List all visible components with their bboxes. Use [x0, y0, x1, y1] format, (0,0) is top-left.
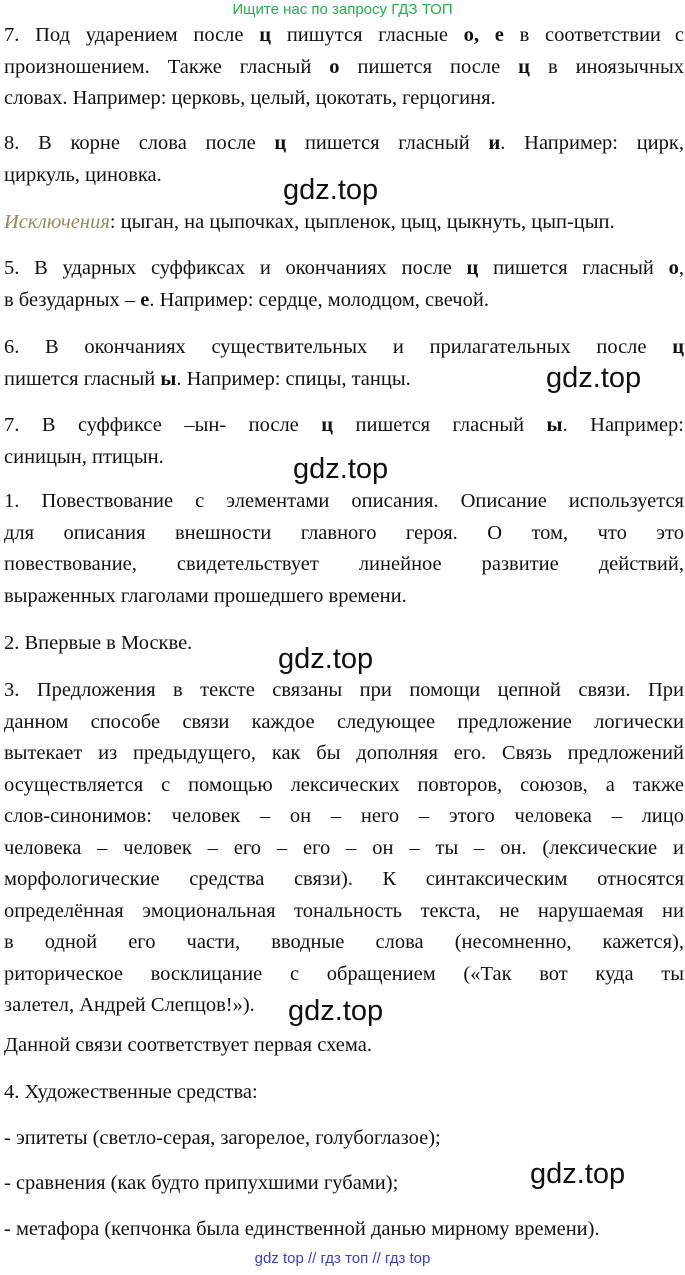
text: 6. В окончаниях существительных и прилагательных после	[4, 336, 673, 358]
text-line: риторическое восклицание с обращением («Так вот куда ты	[4, 962, 684, 985]
paragraph-answer-1	[4, 486, 684, 612]
text-line: 4. Художественные средства:	[4, 1081, 258, 1103]
top-banner[interactable]: Ищите нас по запросу ГДЗ ТОП	[232, 1, 453, 18]
text-line: выраженных глаголами прошедшего времени.	[4, 584, 407, 607]
text: 5. В ударных суффиксах и окончаниях после	[4, 257, 467, 279]
text-line: залетел, Андрей Слепцов!»).	[4, 994, 255, 1016]
bold-letter: ц	[518, 55, 530, 78]
list-item: - сравнения (как будто припухшими губами);	[4, 1172, 399, 1194]
watermark: gdz.top	[278, 643, 374, 675]
text-line: словах. Например: церковь, целый, цокотать, герцогиня.	[4, 87, 496, 109]
text: пишутся гласные	[271, 24, 464, 46]
text: 7. Под ударением после	[4, 24, 260, 46]
text-line: 2. Впервые в Москве.	[4, 632, 193, 654]
text-line: 3. Предложения в тексте связаны при помощи цепной связи. При	[4, 679, 684, 701]
list-item: - эпитеты (светло-серая, загорелое, голубоглазое);	[4, 1126, 441, 1149]
text: пишется гласный	[286, 132, 489, 154]
bold-letter: е	[140, 288, 150, 311]
bold-letter: о	[668, 257, 679, 279]
bold-letter: ц	[321, 414, 334, 436]
text-line: повествование, свидетельствует линейное развитие действий,	[4, 553, 684, 575]
paragraph-answer-3	[4, 675, 684, 1022]
bottom-banner[interactable]: gdz top // гдз топ // гдз top	[254, 1250, 431, 1267]
text: в безударных –	[4, 288, 141, 311]
text: 8. В корне слова после	[4, 132, 275, 154]
bold-letter: ы	[546, 414, 563, 436]
list-item: - метафора (кепчонка была единственной данью мирному времени).	[4, 1217, 600, 1240]
text-line: 1. Повествование с элементами описания. Описание используется	[4, 490, 684, 512]
text: . Например: цирк,	[500, 132, 684, 154]
paragraph-rule-7-stressed: 7. Под ударением после ц пишутся гласные о, е в соответствии с произношением. Также гласный о пишется после ц в иноязычных словах. Например: церковь, целый, цокотать, герцогиня.	[4, 20, 684, 115]
text-line: для описания внешности главного героя. О том, что это	[4, 521, 684, 544]
bold-letter: ц	[274, 132, 287, 154]
watermark: gdz.top	[546, 362, 642, 394]
text-line: циркуль, циновка.	[4, 163, 162, 186]
bold-letter: и	[488, 132, 501, 154]
text: : цыган, на цыпочках, цыпленок, цыц, цыкнуть, цып-цып.	[109, 211, 615, 233]
text-line: синицын, птицын.	[4, 445, 164, 468]
text: пишется гласный	[478, 257, 669, 279]
text: . Например:	[562, 414, 684, 436]
bold-letter: ц	[466, 257, 479, 279]
text: 7. В суффиксе –ын- после	[4, 414, 322, 436]
text-line: вытекает из предыдущего, как бы дополняя его. Связь предложений	[4, 742, 684, 764]
text-line: данном способе связи каждое следующее предложение логически	[4, 710, 684, 733]
text: в соответствии	[503, 24, 661, 46]
paragraph-exceptions	[4, 207, 684, 239]
text: пишется гласный	[333, 414, 547, 436]
text: пишется гласный	[4, 367, 161, 390]
text-line: осуществляется с помощью лексических повторов, союзов, а также	[4, 773, 684, 796]
text-line: определённая эмоциональная тональность текста, не нарушаемая ни	[4, 899, 684, 922]
watermark: gdz.top	[293, 453, 389, 485]
watermark: gdz.top	[283, 174, 379, 206]
text: пишется после	[339, 55, 519, 78]
text-line: в одной его части, вводные слова (несомненно, кажется),	[4, 931, 684, 953]
bold-letter: ы	[160, 367, 177, 390]
watermark: gdz.top	[288, 995, 384, 1027]
bold-letter: ц	[259, 24, 272, 46]
text-line: человека – человек – его – его – он – ты – он. (лексические и	[4, 836, 684, 859]
paragraph-rule-5-suffixes: 5. В ударных суффиксах и окончаниях после ц пишется гласный о, в безударных – е. Например: сердце, молодцом, свечой.	[4, 257, 684, 311]
text: произношением. Также гласный	[4, 55, 330, 78]
bold-letter: ц	[672, 336, 684, 358]
text-line: морфологические средства связи). К синтаксическим относятся	[4, 868, 684, 890]
text: . Например: сердце, молодцом, свечой.	[149, 288, 489, 311]
bold-letter: о, е	[463, 24, 504, 46]
bold-letter: о	[329, 55, 340, 78]
text: . Например: спицы, танцы.	[176, 367, 411, 390]
text-line: Данной связи соответствует первая схема.	[4, 1034, 372, 1056]
exceptions-label: Исключения	[4, 211, 110, 233]
paragraph-scheme	[4, 1030, 684, 1062]
text-line: слов-синонимов: человек – он – него – этого человека – лицо	[4, 805, 684, 827]
text: в иноязычных	[529, 55, 684, 78]
watermark: gdz.top	[530, 1158, 626, 1190]
